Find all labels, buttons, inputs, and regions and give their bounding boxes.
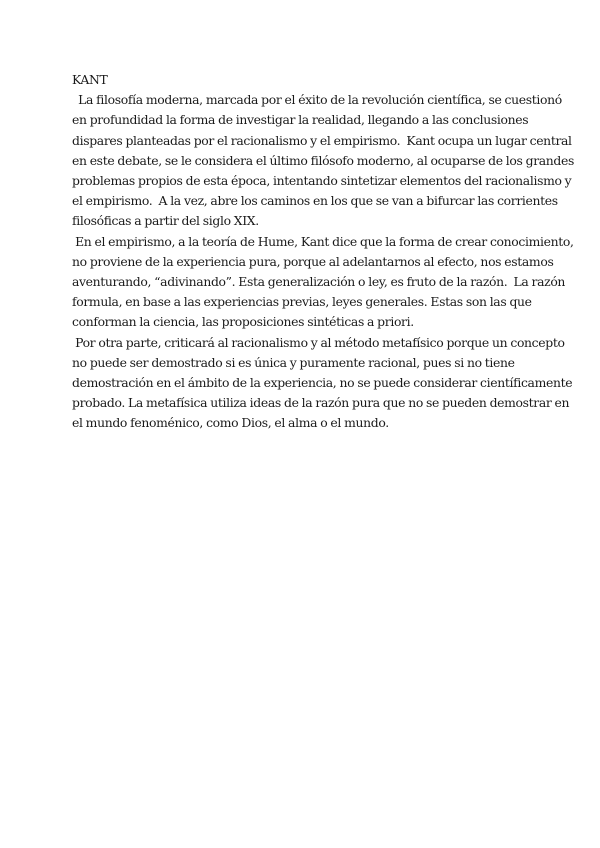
text-line: aventurando, “adivinando”. Esta generalización o ley, es fruto de la razón. La razón bbox=[72, 274, 566, 290]
paragraph-introduction bbox=[72, 90, 575, 231]
text-line: no proviene de la experiencia pura, porque al adelantarnos al efecto, nos estamos bbox=[72, 253, 554, 269]
text-line: probado. La metafísica utiliza ideas de la razón pura que no se pueden demostrar en bbox=[72, 395, 570, 411]
document-body bbox=[72, 70, 575, 434]
text-line: problemas propios de esta época, intentando sintetizar elementos del racionalismo y bbox=[72, 173, 572, 189]
text-line: demostración en el ámbito de la experiencia, no se puede considerar científicamente bbox=[72, 375, 573, 391]
text-line: en este debate, se le considera el último filósofo moderno, al ocuparse de los grandes bbox=[72, 152, 575, 168]
text-line: formula, en base a las experiencias previas, leyes generales. Estas son las que bbox=[72, 294, 532, 310]
paragraph-rationalism bbox=[72, 333, 573, 434]
paragraph-empiricism bbox=[72, 232, 574, 333]
text-line: en profundidad la forma de investigar la realidad, llegando a las conclusiones bbox=[72, 112, 529, 128]
text-line: En el empirismo, a la teoría de Hume, Kant dice que la forma de crear conocimiento, bbox=[72, 233, 574, 249]
text-line: filosóficas a partir del siglo XIX. bbox=[72, 213, 259, 229]
text-line: no puede ser demostrado si es única y puramente racional, pues si no tiene bbox=[72, 354, 515, 370]
text-line: el mundo fenoménico, como Dios, el alma o el mundo. bbox=[72, 415, 389, 431]
document-title: KANT bbox=[72, 72, 108, 87]
text-line: el empirismo. A la vez, abre los caminos en los que se van a bifurcar las corrientes bbox=[72, 193, 558, 209]
text-line: La filosofía moderna, marcada por el éxito de la revolución científica, se cuestionó bbox=[72, 92, 562, 108]
text-line: Por otra parte, criticará al racionalismo y al método metafísico porque un concepto bbox=[72, 334, 565, 350]
text-line: conforman la ciencia, las proposiciones sintéticas a priori. bbox=[72, 314, 414, 330]
text-line: dispares planteadas por el racionalismo y el empirismo. Kant ocupa un lugar central bbox=[72, 132, 572, 148]
